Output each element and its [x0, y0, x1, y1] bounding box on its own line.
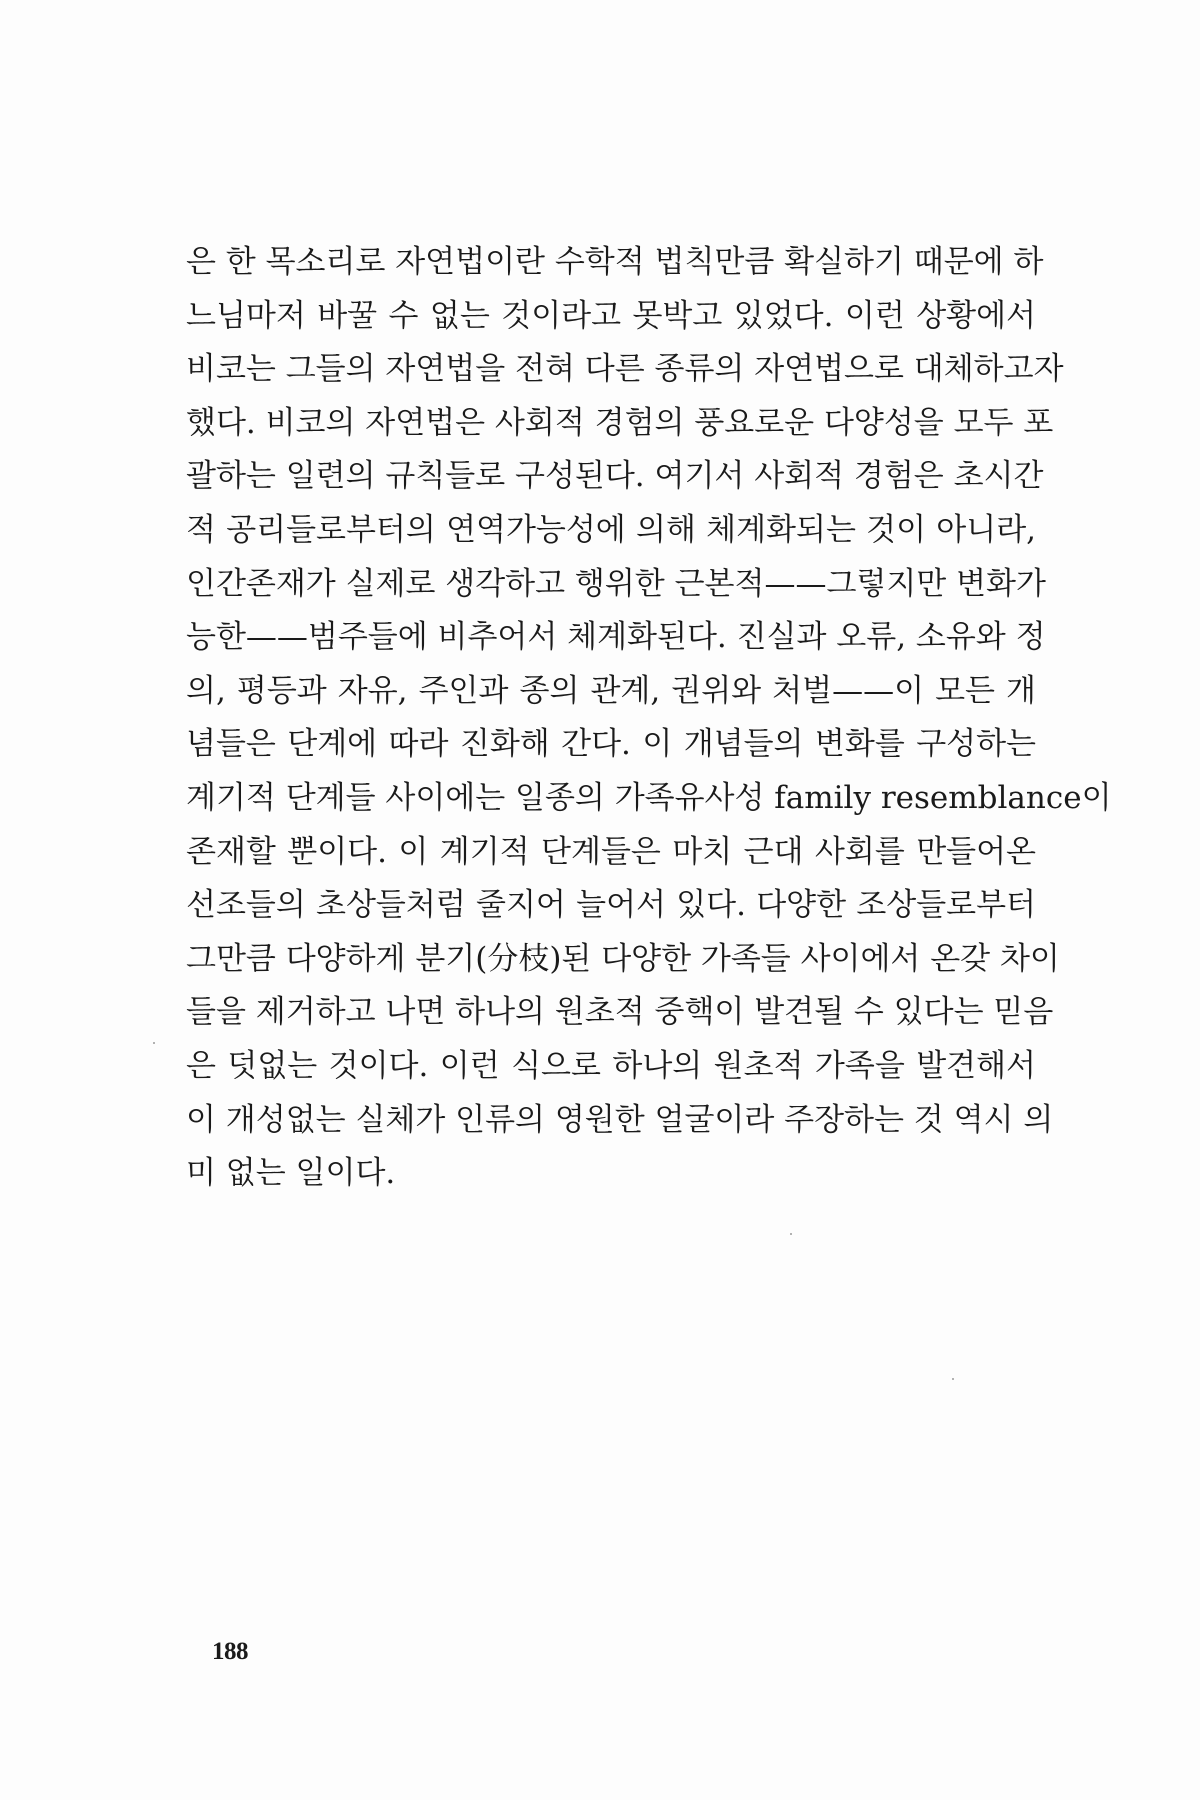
page-number: 188 — [212, 1638, 248, 1665]
text-line: 적 공리들로부터의 연역가능성에 의해 체계화되는 것이 아니라, — [186, 511, 1036, 548]
text-line: 인간존재가 실제로 생각하고 행위한 근본적——그렇지만 변화가 — [186, 565, 1046, 602]
text-line: 그만큼 다양하게 분기(分枝)된 다양한 가족들 사이에서 온갖 차이 — [186, 940, 1060, 977]
text-line: 은 덧없는 것이다. 이런 식으로 하나의 원초적 가족을 발견해서 — [186, 1047, 1036, 1084]
scan-speck — [790, 1233, 792, 1235]
text-line: 괄하는 일련의 규칙들로 구성된다. 여기서 사회적 경험은 초시간 — [186, 458, 1044, 495]
text-line: 들을 제거하고 나면 하나의 원초적 중핵이 발견될 수 있다는 믿음 — [186, 994, 1054, 1031]
body-paragraph — [186, 236, 1112, 1201]
text-line: 비코는 그들의 자연법을 전혀 다른 종류의 자연법으로 대체하고자 — [186, 351, 1064, 388]
text-line: 미 없는 일이다. — [186, 1155, 396, 1192]
text-line: 존재할 뿐이다. 이 계기적 단계들은 마치 근대 사회를 만들어온 — [186, 833, 1036, 870]
scan-speck — [153, 1042, 155, 1044]
text-line: 선조들의 초상들처럼 줄지어 늘어서 있다. 다양한 조상들로부터 — [186, 887, 1036, 924]
text-line: 능한——범주들에 비추어서 체계화된다. 진실과 오류, 소유와 정 — [186, 619, 1046, 656]
text-line: 은 한 목소리로 자연법이란 수학적 법칙만큼 확실하기 때문에 하 — [186, 244, 1044, 280]
scan-speck — [952, 1378, 954, 1380]
text-line: 느님마저 바꿀 수 없는 것이라고 못박고 있었다. 이런 상황에서 — [186, 297, 1036, 334]
text-line: 계기적 단계들 사이에는 일종의 가족유사성 family resemblance이 — [186, 779, 1112, 816]
text-line: 이 개성없는 실체가 인류의 영원한 얼굴이라 주장하는 것 역시 의 — [186, 1101, 1054, 1138]
text-line: 했다. 비코의 자연법은 사회적 경험의 풍요로운 다양성을 모두 포 — [186, 404, 1054, 441]
text-line: 의, 평등과 자유, 주인과 종의 관계, 권위와 처벌——이 모든 개 — [186, 672, 1036, 709]
text-line: 념들은 단계에 따라 진화해 간다. 이 개념들의 변화를 구성하는 — [186, 726, 1036, 763]
